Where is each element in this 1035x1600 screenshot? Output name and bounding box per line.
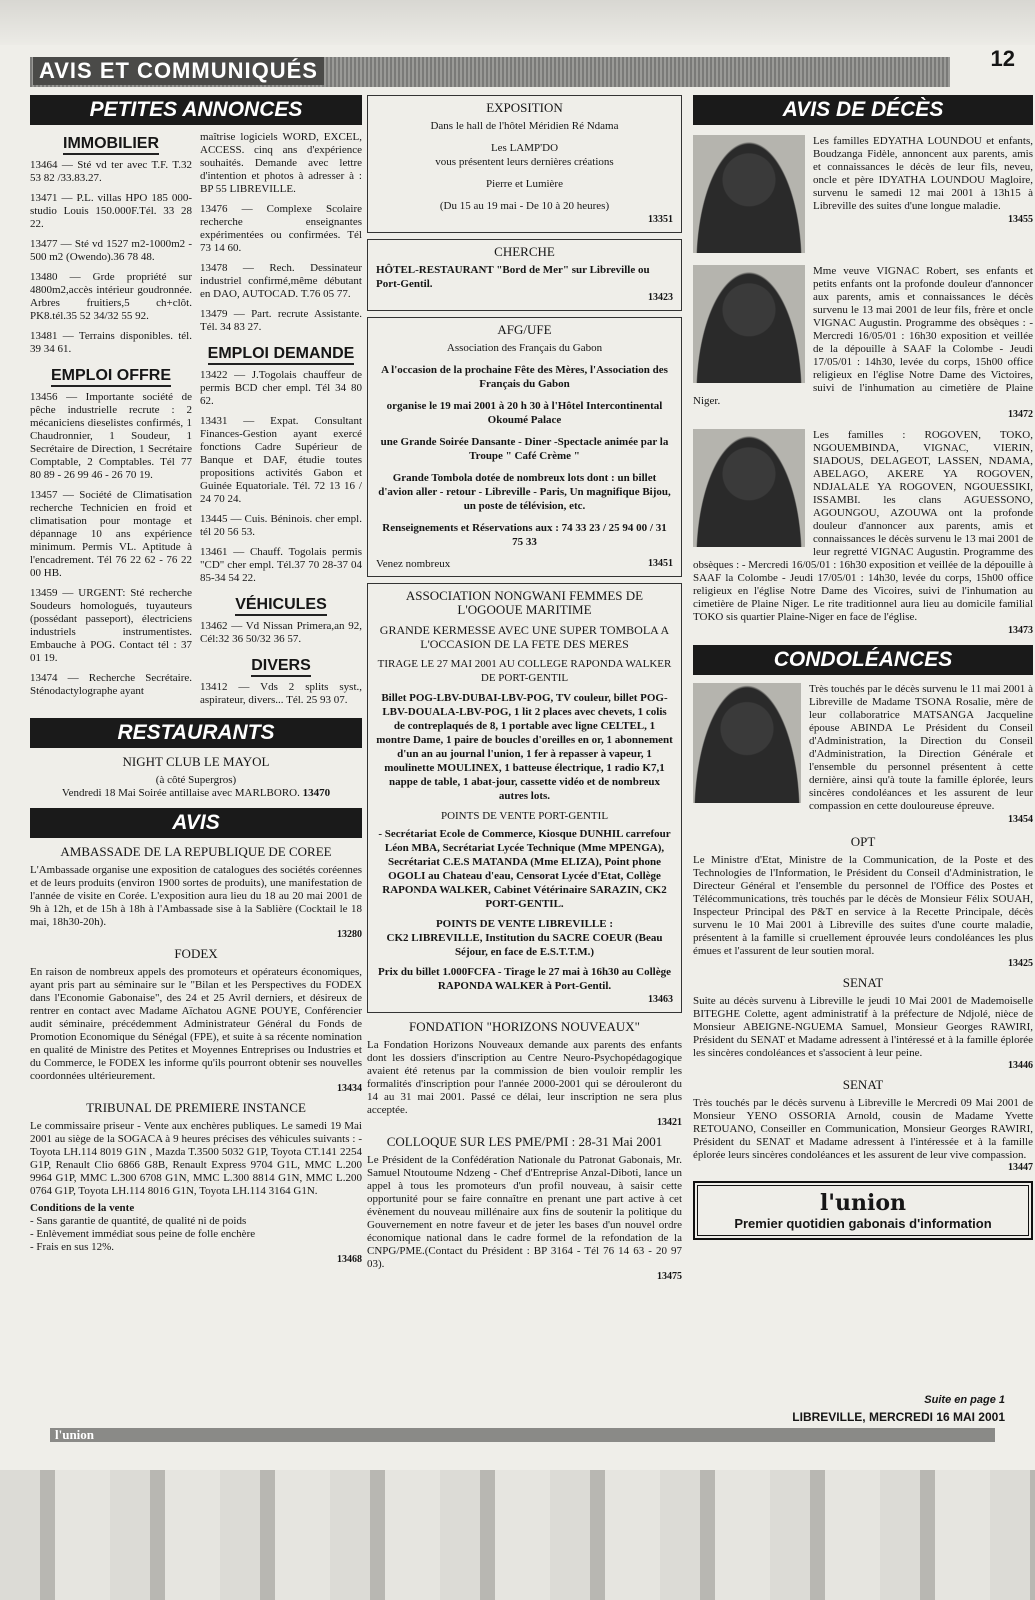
fodex-text: En raison de nombreux appels des promoteurs et opérateurs économiques, ayant pris part au séminaire sur le "Bilan et les Perspectives du FODEX dans l'Economie Gabonaise", des 24 et 25 Avril derniers, et désireux de rentrer en contact avec Madame Aïchatou AGNE POUYE, Conférencier audit séminaire, précédemment Administrateur Général du Fonds de Promotion Economique du Sénégal (FPE), et suite à sa récente nomination en qualité de Ministre des Petites et Moyennes Entreprises ou Industries et du Commerce, le FODEX les informe qu'ils pourront obtenir ses nouvelles coordonnées ultérieurement. bbox=[30, 966, 362, 1082]
ad-ref: 13473 bbox=[1008, 625, 1033, 636]
senat-text: Suite au décès survenu à Libreville le jeudi 10 Mai 2001 de Mademoiselle BITEGHE Colette, agent administratif à la préfecture de Ndjolé, nièce de Monsieur ABEIGNE-NGUEMA Samuel, Monsieur Georges RAWIRI, Président du SENAT et Madame adressent à l'intéressé et à la famille éplorée les sincères condoléances et s'associent à leur peine. bbox=[693, 995, 1033, 1059]
ad-ref: 13475 bbox=[657, 1271, 682, 1282]
classified-ad: 13462 — Vd Nissan Primera,an 92, Cél:32 36 50/32 36 57. bbox=[200, 620, 362, 645]
portrait-photo bbox=[693, 135, 805, 253]
obituary-text: Mme veuve VIGNAC Robert, ses enfants et petits enfants ont la profonde douleur d'annoncer aux parents, amis et connaissances le décès survenu le 13 mai 2001 de leur fils, frère et oncle VIGNAC Augustin. Programme des obsèques : - Mercredi 16/05/01 : 16h30 exposition et veillée de la dépouille à SAAF la Colombe - Jeudi 17/05/01 : 14h30, levée du corps, 15h00 office religieux en l'église Notre Dame des Victoires, suivi de l'inhumation au cimetière de Plaine Niger. bbox=[693, 265, 1033, 407]
classified-ad: 13476 — Complexe Scolaire recherche enseignantes expérimentées ou confirmées. Tél 73 14 60. bbox=[200, 203, 362, 254]
classified-ad: 13474 — Recherche Secrétaire. Sténodactylographe ayant bbox=[30, 672, 192, 697]
avis-deces-banner: AVIS DE DÉCÈS bbox=[693, 95, 1033, 125]
continued-note: Suite en page 1 bbox=[924, 1394, 1005, 1406]
immobilier-heading: IMMOBILIER bbox=[63, 135, 159, 155]
exposition-line: Les LAMP'DO bbox=[490, 142, 559, 154]
classified-ad: 13459 — URGENT: Sté recherche Soudeurs homologués, tuyauteurs (possédant passeport), électriciens industriels instrumentistes. Embauche à POG. Contact tél : 37 01 19. bbox=[30, 587, 192, 664]
tribunal-title: TRIBUNAL DE PREMIERE INSTANCE bbox=[86, 1100, 306, 1115]
union-tagline: Premier quotidien gabonais d'information bbox=[734, 1216, 992, 1231]
exposition-box bbox=[367, 95, 682, 233]
page-number: 12 bbox=[990, 46, 1015, 71]
pv-lbv-title: POINTS DE VENTE LIBREVILLE : bbox=[435, 918, 614, 930]
cherche-title: CHERCHE bbox=[494, 244, 555, 259]
colloque-text: Le Président de la Confédération Nationale du Patronat Gabonais, Mr. Samuel Ntoutoume Ndzeng - Chef d'Entreprise Anzal-Diboti, lance un appel à tous les promoteurs d'un profil nouveau, à saisir cette opportunité pour se faire connaître en prenant une part active à cet évènement du nouveau millénaire aux fins de soutenir la politique du Gouvernement en notre faveur et de jeter les bases d'un nouvel ordre économique national dans le cadre formel de la refondation de la CNPG/PME.(Contact du Président : BP 3164 - Tél 76 14 63 - 20 97 03). bbox=[367, 1154, 682, 1270]
classified-ad: 13471 — P.L. villas HPO 185 000- studio Louis 150.000F.Tél. 33 28 22. bbox=[30, 192, 192, 230]
afg-sub: Association des Français du Gabon bbox=[446, 342, 603, 354]
footer-logo: l'union bbox=[55, 1427, 95, 1442]
horizons-text: La Fondation Horizons Nouveaux demande aux parents des enfants dont les dossiers d'inscription au Centre Neuro-Psychopédagogique avaient été retenus par la commission de bien vouloir remplir les formalités d'inscription pour l'année 2000-2001 qui se dérouleront du 14 au 31 mai 2001. Passé ce délai, leur inscription ne sera plus acceptée. bbox=[367, 1039, 682, 1116]
obituary bbox=[693, 429, 1033, 637]
pv-pog-list: - Secrétariat Ecole de Commerce, Kiosque DUNHIL carrefour Léon MBA, Secrétariat Lycée Technique (Mme MPENGA), Secrétariat C.E.S MATANDA (Mme ELIZA), Point phone OGOLI au Chateau d'eau, Censorat Lycée d'Etat, Collège RAPONDA WALKER, Cabinet Vétérinaire SARAZIN, CK2 PORT-GENTIL. bbox=[378, 828, 671, 910]
condolence-text: Très touchés par le décès survenu le 11 mai 2001 à Libreville de Madame TSONA Rosalie, mère de leur collaboratrice MATSANGA Jacqueline épouse ABINDA Le Président du Conseil d'Administration, la Direction du Conseil d'Administration, la Direction Générale et l'ensemble du personnel présentent à cette dernière, ainsi qu'à toute la famille éplorée, leurs sincères condoléances et les assurent de leur compassion en cette douloureuse épreuve. bbox=[809, 683, 1033, 812]
classified-ad: maîtrise logiciels WORD, EXCEL, ACCESS. cinq ans d'expérience souhaités. Demande avec lettre d'intention et photos à adresser à : BP 55 LIBREVILLE. bbox=[200, 131, 362, 195]
afg-title: AFG/UFE bbox=[497, 322, 552, 337]
exposition-line: (Du 15 au 19 mai - De 10 à 20 heures) bbox=[439, 200, 610, 212]
nongwani-lots: Billet POG-LBV-DUBAI-LBV-POG, TV couleur, billet POG-LBV-DOUALA-LBV-POG, 1 lit 2 places avec chevets, 1 colis de contreplaqués de 8, 1 portable avec ligne CELTEL, 1 montre Dame, 1 paire de boucles d'oreilles en or, 1 abonnement d'un an au journal l'union, 1 fer à repasser à vapeur, 1 moulinette MOULINEX, 1 batteuse électrique, 1 radio K7,1 nappe de table, 1 abat-jour, cassette vidéo et de nombreux autres lots. bbox=[376, 692, 673, 802]
emploi-demande-heading: EMPLOI DEMANDE bbox=[208, 345, 355, 365]
condition-item: - Enlèvement immédiat sous peine de folle enchère bbox=[30, 1228, 256, 1240]
classified-ad: 13445 — Cuis. Béninois. cher empl. tél 20 56 53. bbox=[200, 513, 362, 538]
coree-text: L'Ambassade organise une exposition de catalogues des sociétés coréennes et de leurs produits (environ 1900 sortes de produits), une manifestation de l'année de visite en Corée. L'exposition aura lieu du 18 au 20 mai 2001 de 9h à 12h, et de 15h à 18h à l'Ambassade sise à la Sablière (Cocktail le 18 mai, 18h30-20h). bbox=[30, 864, 362, 928]
ad-ref: 13463 bbox=[648, 994, 673, 1005]
exposition-title: EXPOSITION bbox=[486, 100, 563, 115]
nongwani-prix: Prix du billet 1.000FCFA - Tirage le 27 mai à 16h30 au Collège RAPONDA WALKER à Port-Gentil. bbox=[377, 966, 671, 992]
condoleances-banner: CONDOLÉANCES bbox=[693, 645, 1033, 675]
classified-ad: 13479 — Part. recrute Assistante. Tél. 34 83 27. bbox=[200, 308, 362, 333]
classified-ad: 13431 — Expat. Consultant Finances-Gestion ayant exercé fonctions Cadre Supérieur de Banque et DAF, étudie toutes propositions activités Gabon et Guinée Equatoriale. Tél. 72 13 16 / 24 70 24. bbox=[200, 415, 362, 505]
ad-ref: 13421 bbox=[657, 1117, 682, 1128]
opt-title: OPT bbox=[850, 834, 876, 849]
senat-text: Très touchés par le décès survenu à Libreville le Mercredi 09 Mai 2001 de Monsieur YENO OSSORIA Arnold, cousin de Madame Yvette RETOUANO, Conseiller en Communication, Monsieur Georges RAWIRI, Président du SENAT et Madame adressent à l'intéressée et à la famille éplorée leurs sincères condoléances et les assurent de leur vive compassion. bbox=[693, 1097, 1033, 1161]
afg-line: organise le 19 mai 2001 à 20 h 30 à l'Hôtel Intercontinental Okoumé Palace bbox=[386, 400, 663, 426]
ad-ref: 13351 bbox=[648, 214, 673, 225]
divers-heading: DIVERS bbox=[251, 657, 311, 677]
cherche-text: HÔTEL-RESTAURANT "Bord de Mer" sur Libreville ou Port-Gentil. bbox=[376, 264, 650, 290]
classified-ad: 13478 — Rech. Dessinateur industriel confirmé,même débutant en DAO, AUTOCAD. T.76 05 77. bbox=[200, 262, 362, 300]
opt-text: Le Ministre d'Etat, Ministre de la Communication, de la Poste et des Technologies de l'Information, le Président du Conseil d'Administration, le Directeur Général et l'ensemble du personnel de l'Office des Postes et Télécommunications, très touchés par le décès de Monsieur Félix SOUAH, Inspecteur Principal des P&T en service à la Recette Principale, décès survenu le 10 Mai 2001 à Libreville des suites d'une courte maladie, présentent à la famille si cruellement éprouvée leurs condoléances les plus émues et l'assurent de leur soutien moral. bbox=[693, 854, 1033, 957]
ad-ref: 13447 bbox=[1008, 1162, 1033, 1173]
horizons-title: FONDATION "HORIZONS NOUVEAUX" bbox=[409, 1019, 640, 1034]
afg-footer: Venez nombreux bbox=[376, 558, 451, 570]
senat-title: SENAT bbox=[842, 1077, 884, 1092]
ad-ref: 13423 bbox=[648, 292, 673, 303]
conditions-title: Conditions de la vente bbox=[30, 1202, 135, 1214]
issue-date: LIBREVILLE, MERCREDI 16 MAI 2001 bbox=[792, 1410, 1005, 1424]
pv-pog-title: POINTS DE VENTE PORT-GENTIL bbox=[440, 810, 609, 822]
ad-ref: 13468 bbox=[337, 1254, 362, 1265]
obituary bbox=[693, 265, 1033, 421]
classified-ad: 13481 — Terrains disponibles. tél. 39 34 61. bbox=[30, 330, 192, 355]
portrait-photo bbox=[693, 429, 805, 547]
background-surface bbox=[0, 1470, 1035, 1600]
fodex-title: FODEX bbox=[174, 946, 218, 961]
classified-ad: 13477 — Sté vd 1527 m2-1000m2 - 500 m2 (Owendo).36 78 48. bbox=[30, 238, 192, 263]
nongwani-headline: GRANDE KERMESSE AVEC UNE SUPER TOMBOLA A L'OCCASION DE LA FETE DES MERES bbox=[379, 623, 670, 651]
vehicules-heading: VÉHICULES bbox=[235, 596, 327, 616]
exposition-line: Pierre et Lumière bbox=[486, 178, 563, 190]
ad-ref: 13451 bbox=[648, 558, 673, 569]
union-promo-box bbox=[693, 1181, 1033, 1240]
emploi-offre-heading: EMPLOI OFFRE bbox=[51, 367, 171, 387]
obituary bbox=[693, 135, 1033, 257]
coree-title: AMBASSADE DE LA REPUBLIQUE DE COREE bbox=[60, 844, 332, 859]
ad-ref: 13455 bbox=[1008, 214, 1033, 225]
column-right bbox=[693, 95, 1033, 1244]
ad-ref: 13454 bbox=[1008, 814, 1033, 825]
nongwani-tirage: TIRAGE LE 27 MAI 2001 AU COLLEGE RAPONDA WALKER DE PORT-GENTIL bbox=[377, 658, 672, 684]
restaurant-sub: (à côté Supergros) bbox=[155, 774, 237, 786]
ad-ref: 13446 bbox=[1008, 1060, 1033, 1071]
section-title: AVIS ET COMMUNIQUÉS bbox=[33, 57, 324, 85]
classified-ad: 13457 — Société de Climatisation recherche Technicien en froid et climatisation pour montage et dépannage 10 ans expérience minimum. Permis VL. Aptitude à l'encadrement. Tél 76 22 62 - 76 22 00 HB. bbox=[30, 489, 192, 579]
obituary-text: Les familles : ROGOVEN, TOKO, NGOUEMBINDA, VIGNAC, VIERIN, SIADOUS, DELAGEOT, LASSEN, NDAMA, ABELAGO, AKERE YA ROGOVEN, NDJALALE YA ROGOVEN, NGOUESSIKI, ISSAMBI. les clans AGUESSONO, AGOUNGOU, AZOUWA ont la profonde douleur d'annoncer aux parents, amis et connaissances le décès survenu le 13 mai 2001 de leur regretté VIGNAC Augustin. Programme des obsèques : - Mercredi 16/05/01 : 16h30 exposition et veillée de la dépouille à SAAF la Colombe - Jeudi 17/05/01 : 14h30, levée du corps, 15h00 office religieux en l'église Notre Dame des Vicoires, suivi de l'inhumation au cimetière de Plaine Niger. Le rite traditionnel aura lieu au domicile familial TOKO sis quartier Plaine-Niger en face de l'église. bbox=[693, 429, 1033, 623]
ad-ref: 13425 bbox=[1008, 958, 1033, 969]
afg-line: A l'occasion de la prochaine Fête des Mères, l'Association des Français du Gabon bbox=[381, 364, 668, 390]
exposition-line: vous présentent leurs dernières créations bbox=[435, 156, 614, 168]
avis-banner: AVIS bbox=[30, 808, 362, 838]
ad-ref: 13472 bbox=[1008, 409, 1033, 420]
ad-ref: 13470 bbox=[302, 787, 331, 799]
classified-ad: 13422 — J.Togolais chauffeur de permis BCD cher empl. Tél 34 80 62. bbox=[200, 369, 362, 407]
condolence bbox=[693, 683, 1033, 826]
afg-line: Grande Tombola dotée de nombreux lots dont : un billet d'avion aller - retour - Libreville - Paris, Un magnifique Bijou, un poste de télévision, etc. bbox=[378, 472, 671, 512]
restaurant-text: Vendredi 18 Mai Soirée antillaise avec MARLBORO. bbox=[61, 787, 300, 799]
afg-box bbox=[367, 317, 682, 577]
page-fold bbox=[0, 0, 1035, 45]
exposition-line: Dans le hall de l'hôtel Méridien Ré Ndama bbox=[430, 120, 619, 132]
petites-annonces-banner: PETITES ANNONCES bbox=[30, 95, 362, 125]
portrait-photo bbox=[693, 683, 801, 803]
column-middle bbox=[367, 95, 682, 1282]
tribunal-text: Le commissaire priseur - Vente aux enchères publiques. Le samedi 19 Mai 2001 au siège de la SOGACA à 9 heures précises des véhicules suivants : - Toyota LH.114 8019 G1N , Mazda T.3500 5032 G1P, Toyota CT.141 2254 G1P, Renault Clio 6866 G8B, Renault Express 9704 G1L, MMC L.200 9964 G1P, MMC L.300 6708 G1N, MMC L.300 8814 G1N, MMC L.200 0764 G1P, Toyota LH.114 8016 G1N, Toyota LH.114 3164 G1N. bbox=[30, 1120, 362, 1197]
condition-item: - Frais en sus 12%. bbox=[30, 1241, 115, 1253]
condition-item: - Sans garantie de quantité, de qualité ni de poids bbox=[30, 1215, 247, 1227]
cherche-box bbox=[367, 239, 682, 311]
ad-ref: 13434 bbox=[337, 1083, 362, 1094]
portrait-photo bbox=[693, 265, 805, 383]
nongwani-box bbox=[367, 583, 682, 1013]
classified-ad: 13456 — Importante société de pêche industrielle recrute : 2 mécaniciens dieselistes confirmés, 1 Chaudronnier, 1 Soudeur, 1 Secrétaire de Direction, 1 Secrétaire Comptable, 2 Comptables. Tél 77 80 89 - 26 99 46 - 26 70 19. bbox=[30, 391, 192, 481]
afg-line: une Grande Soirée Dansante - Diner -Spectacle animée par la Troupe " Café Crème " bbox=[380, 436, 669, 462]
ad-ref: 13280 bbox=[337, 929, 362, 940]
classified-ad: 13464 — Sté vd ter avec T.F. T.32 53 82 /33.83.27. bbox=[30, 159, 192, 184]
afg-line: Renseignements et Réservations aux : 74 33 23 / 25 94 00 / 31 75 33 bbox=[382, 522, 667, 548]
classified-ad: 13480 — Grde propriété sur 4800m2,accès intérieur goudronnée. Arbres fruitiers,5 ch+clôt. PK8.tél.35 52 34/32 55 92. bbox=[30, 271, 192, 322]
nongwani-title: ASSOCIATION NONGWANI FEMMES DE L'OGOOUE MARITIME bbox=[405, 588, 644, 617]
column-left bbox=[30, 95, 362, 1265]
union-logo: l'union bbox=[819, 1190, 907, 1216]
footer-band bbox=[50, 1428, 995, 1442]
colloque-title: COLLOQUE SUR LES PME/PMI : 28-31 Mai 2001 bbox=[386, 1134, 663, 1149]
classified-ad: 13412 — Vds 2 splits syst., aspirateur, divers... Tél. 25 93 07. bbox=[200, 681, 362, 706]
pv-lbv-list: CK2 LIBREVILLE, Institution du SACRE COEUR (Beau Séjour, en face de E.S.T.T.M.) bbox=[386, 932, 663, 958]
classified-ad: 13461 — Chauff. Togolais permis "CD" cher empl. Tél.37 70 28-37 04 85-34 54 22. bbox=[200, 546, 362, 584]
restaurants-banner: RESTAURANTS bbox=[30, 718, 362, 748]
obituary-text: Les familles EDYATHA LOUNDOU et enfants, Boudzanga Fidèle, annoncent aux parents, amis et connaissances le décès de leur fils, neveu, oncle et père IDYATHA LOUNDOU Magloire, survenu le samedi 12 mai 2001 à 13h15 à Libreville des suites d'une longue maladie. bbox=[813, 135, 1033, 212]
senat-title: SENAT bbox=[842, 975, 884, 990]
restaurant-name: NIGHT CLUB LE MAYOL bbox=[122, 754, 270, 769]
